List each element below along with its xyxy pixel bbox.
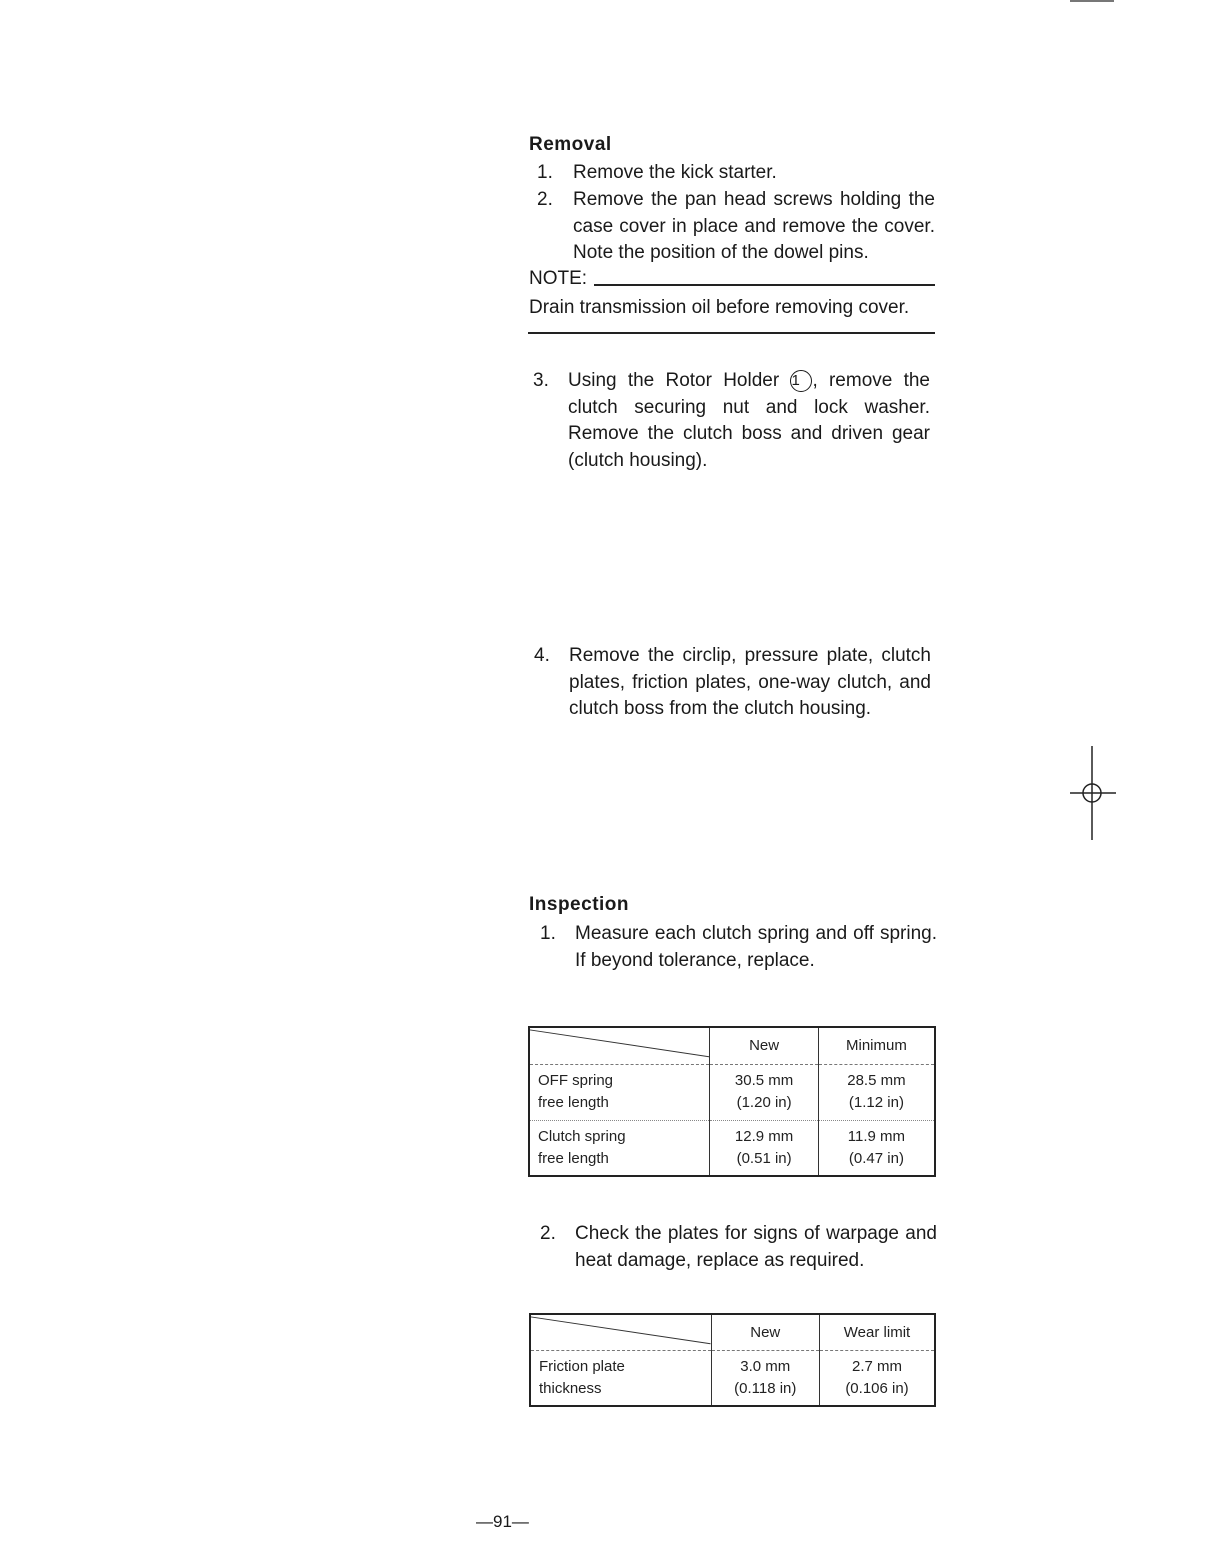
value-minimum: [818, 1064, 935, 1120]
note-label: NOTE:: [529, 268, 588, 289]
row-label-line-1: Friction plate: [539, 1357, 625, 1375]
registration-crosshair-icon: [1068, 746, 1118, 840]
spring-spec-table: [528, 1026, 936, 1177]
inspection-heading: Inspection: [529, 894, 630, 915]
row-label-line-2: free length: [538, 1149, 609, 1167]
removal-heading: Removal: [529, 134, 612, 155]
row-label-line-2: free length: [538, 1094, 609, 1111]
value-imperial: (0.51 in): [736, 1149, 792, 1167]
step-text: Remove the circlip, pressure plate, clutch plates, friction plates, one-way clutch, and clutch boss from the clutch housing.: [569, 645, 931, 719]
column-header-new: New: [710, 1027, 818, 1064]
value-new: [710, 1064, 818, 1120]
circled-reference-number: 1: [791, 372, 800, 389]
value-wear-limit: [820, 1350, 935, 1406]
removal-step-4: [534, 643, 934, 723]
step-text: Check the plates for signs of warpage and heat damage, replace as required.: [575, 1223, 937, 1271]
row-label-line-1: OFF spring: [538, 1072, 614, 1089]
friction-plate-spec-table: [529, 1313, 936, 1407]
value-imperial: (0.106 in): [845, 1379, 909, 1397]
inspection-step-2: [540, 1221, 940, 1275]
column-header-minimum: Minimum: [818, 1027, 935, 1064]
step-text: Measure each clutch spring and off spring. If beyond tolerance, replace.: [575, 923, 937, 971]
step-text: Remove the kick starter.: [573, 162, 777, 183]
value-metric: 28.5 mm: [847, 1072, 906, 1089]
top-edge-mark: [1070, 0, 1114, 2]
value-new: [711, 1350, 820, 1406]
column-header-new: New: [711, 1314, 820, 1350]
value-metric: 11.9 mm: [847, 1127, 906, 1145]
step-text: Remove the pan head screws holding the case cover in place and remove the cover. Note the position of the dowel pins.: [573, 189, 935, 263]
value-imperial: (0.47 in): [848, 1149, 904, 1167]
page-number: —91—: [476, 1512, 529, 1531]
removal-step-1: [537, 160, 937, 187]
column-header-wear-limit: Wear limit: [820, 1314, 935, 1350]
value-minimum: [818, 1120, 935, 1176]
step-number: 4.: [534, 645, 550, 666]
row-label-clutch-spring: [529, 1120, 710, 1176]
note-top-rule: [594, 284, 935, 286]
step-text: [568, 368, 930, 474]
row-label-line-1: Clutch spring: [538, 1127, 626, 1145]
value-imperial: (1.20 in): [736, 1094, 792, 1111]
value-imperial: (1.12 in): [848, 1094, 904, 1111]
value-metric: 3.0 mm: [740, 1357, 791, 1375]
step-text-before: Using the Rotor Holder: [568, 370, 791, 391]
diagonal-header-cell: [529, 1027, 710, 1064]
step-text-after: , remove the clutch securing nut and lock washer. Remove the clutch boss and driven gear (clutch housing).: [568, 370, 930, 471]
step-number: 1.: [537, 162, 553, 183]
row-label-line-2: thickness: [539, 1379, 602, 1397]
value-new: [710, 1120, 818, 1176]
value-metric: 2.7 mm: [852, 1357, 903, 1375]
step-number: 1.: [540, 923, 556, 944]
note-bottom-rule: [528, 332, 935, 334]
step-number: 2.: [540, 1223, 556, 1244]
row-label-off-spring: [529, 1064, 710, 1120]
step-number: 2.: [537, 189, 553, 210]
inspection-step-1: [540, 921, 940, 975]
step-number: 3.: [533, 370, 549, 391]
value-metric: 12.9 mm: [734, 1127, 794, 1145]
removal-step-3: [533, 368, 933, 478]
removal-step-2: [537, 187, 937, 267]
row-label-friction-plate: [530, 1350, 711, 1406]
diagonal-header-cell: [530, 1314, 711, 1350]
note-text: Drain transmission oil before removing cover.: [529, 297, 910, 318]
circled-reference-1: [790, 370, 812, 392]
value-metric: 30.5 mm: [734, 1072, 794, 1089]
value-imperial: (0.118 in): [734, 1379, 797, 1397]
